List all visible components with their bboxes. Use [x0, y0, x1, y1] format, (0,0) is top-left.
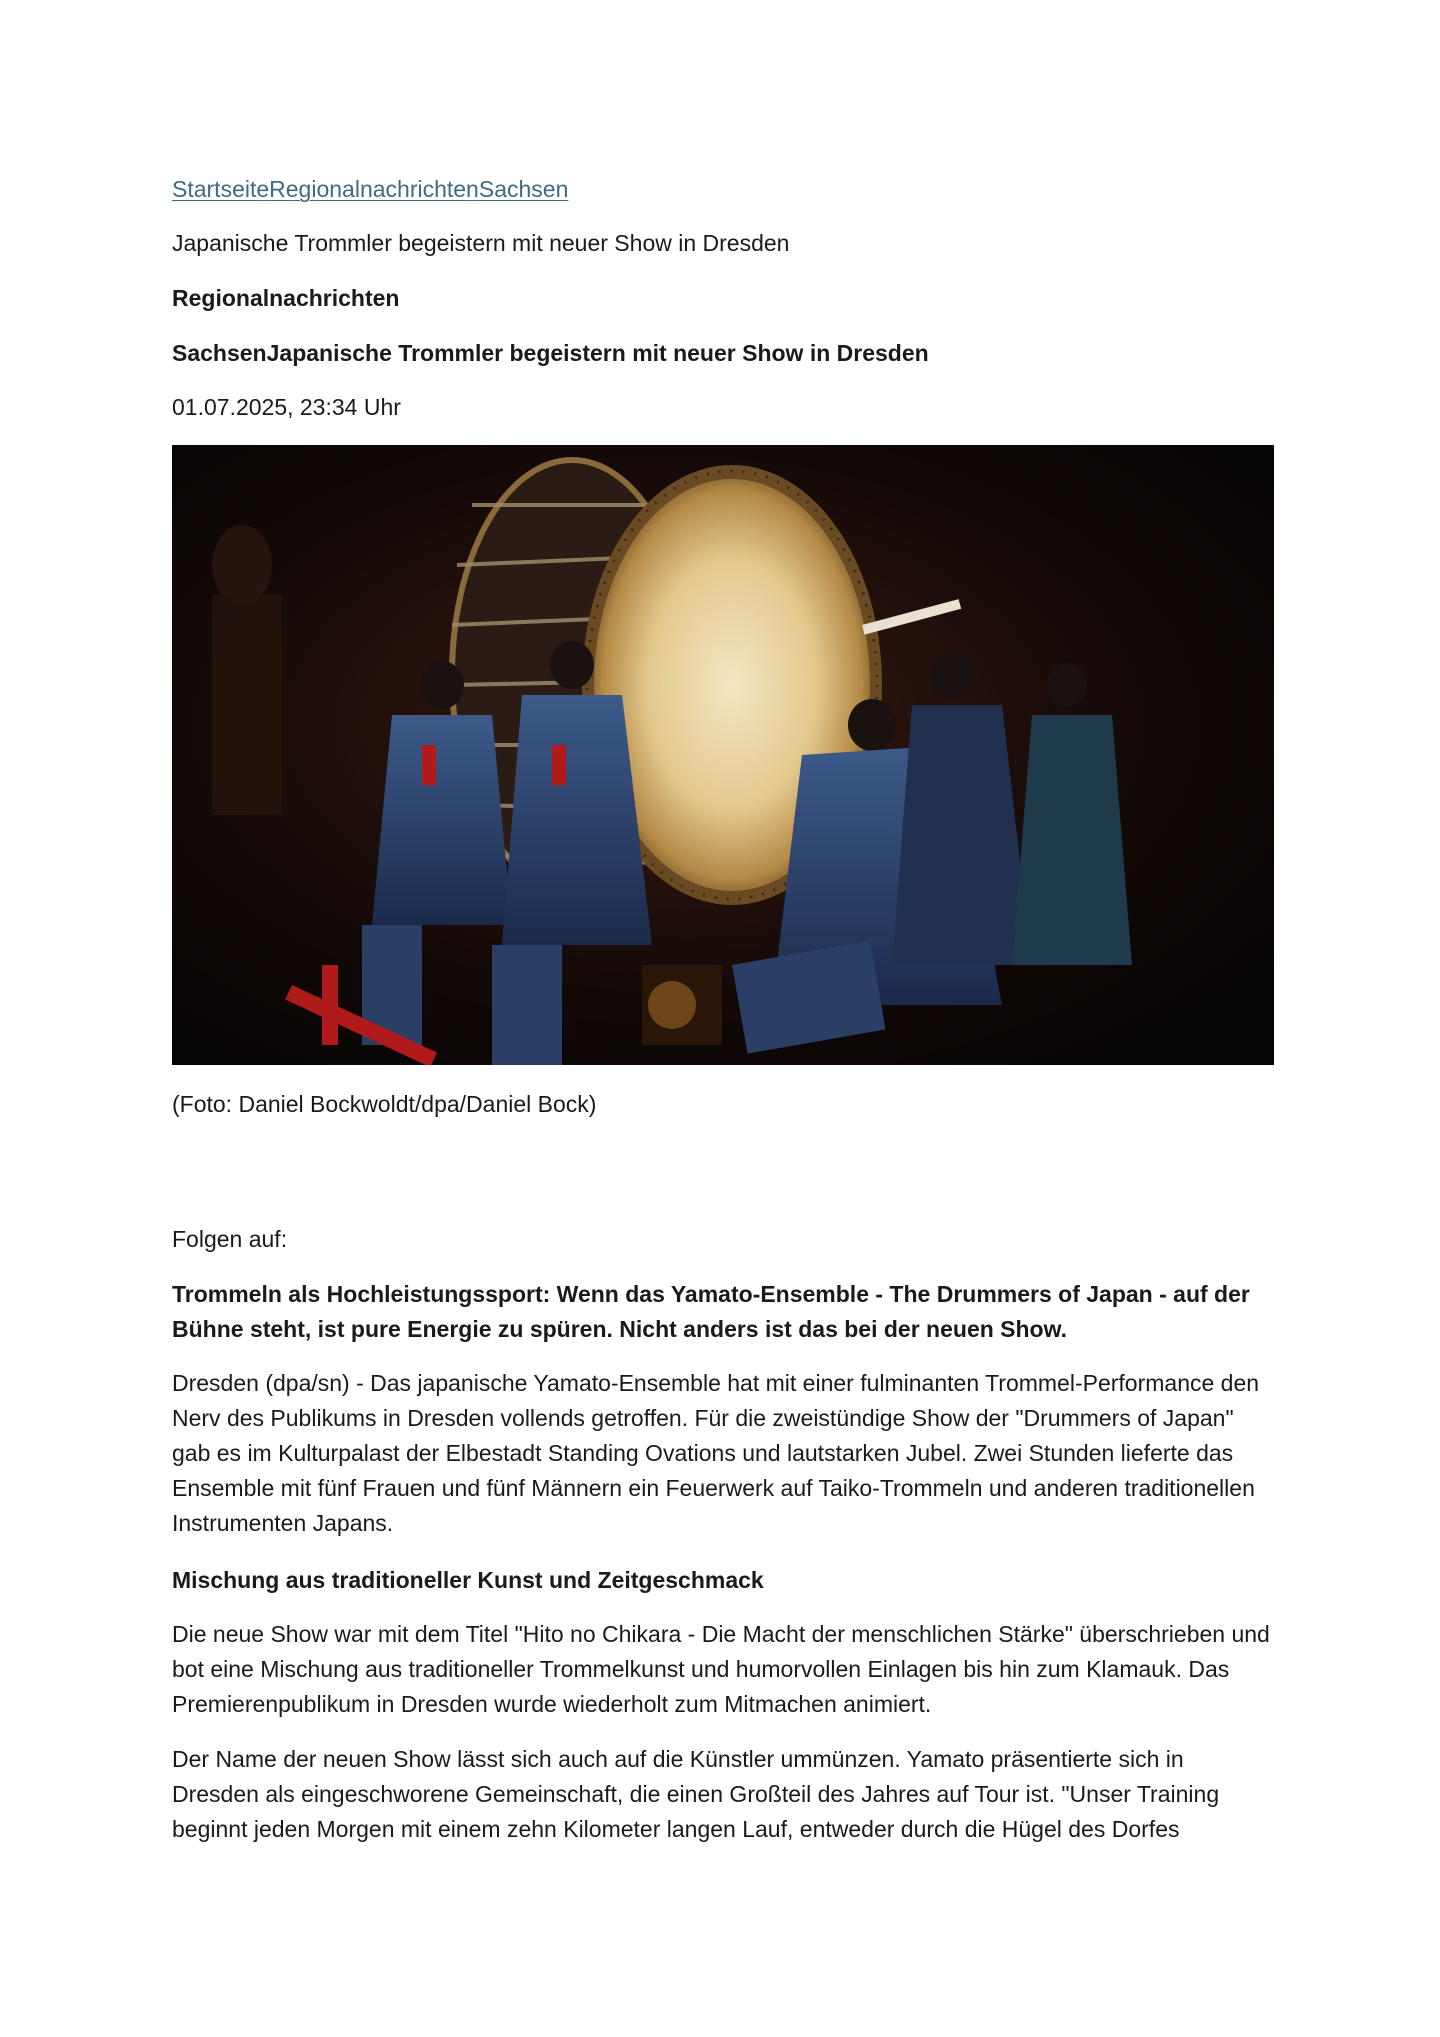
article-date: 01.07.2025, 23:34 Uhr	[172, 394, 401, 420]
photo-caption: (Foto: Daniel Bockwoldt/dpa/Daniel Bock)	[172, 1091, 597, 1117]
article-paragraph-1: Dresden (dpa/sn) - Das japanische Yamato-Ensemble hat mit einer fulminanten Trommel-Performance den Nerv des Publikums in Dresden vollends getroffen. Für die zweistündige Show der "Drummers of Japan" gab es im Kulturpalast der Elbestadt Standing Ovations und lautstarken Jubel. Zwei Stunden lieferte das Ensemble mit fünf Frauen und fünf Männern ein Feuerwerk auf Taiko-Trommeln und anderen traditionellen Instrumenten Japans.	[172, 1370, 1260, 1536]
article-photo	[172, 445, 1274, 1065]
article-paragraph-3: Der Name der neuen Show lässt sich auch auf die Künstler ummünzen. Yamato präsentierte sich in Dresden als eingeschworene Gemeinschaft, die einen Großteil des Jahres auf Tour ist. "Unser Training beginnt jeden Morgen mit einem zehn Kilometer langen Lauf, entweder durch die Hügel des Dorfes	[172, 1746, 1220, 1842]
article-paragraph-2: Die neue Show war mit dem Titel "Hito no Chikara - Die Macht der menschlichen Stärke" überschrieben und bot eine Mischung aus traditioneller Trommelkunst und humorvollen Einlagen bis hin zum Klamauk. Das Premierenpublikum in Dresden wurde wiederholt zum Mitmachen animiert.	[172, 1621, 1270, 1717]
breadcrumb-link-startseite[interactable]: Startseite	[172, 176, 270, 202]
article-lead: Trommeln als Hochleistungssport: Wenn das Yamato-Ensemble - The Drummers of Japan - auf der Bühne steht, ist pure Energie zu spüren. Nicht anders ist das bei der neuen Show.	[172, 1281, 1250, 1342]
section-headline: SachsenJapanische Trommler begeistern mit neuer Show in Dresden	[172, 340, 929, 366]
breadcrumb	[172, 172, 568, 207]
breadcrumb-link-sachsen[interactable]: Sachsen	[478, 176, 569, 202]
article-title-plain: Japanische Trommler begeistern mit neuer Show in Dresden	[172, 230, 790, 256]
section-label: Regionalnachrichten	[172, 285, 400, 311]
article-subheading-1: Mischung aus traditioneller Kunst und Zeitgeschmack	[172, 1567, 764, 1593]
follow-label: Folgen auf:	[172, 1226, 288, 1252]
breadcrumb-link-regionalnachrichten[interactable]: Regionalnachrichten	[269, 176, 479, 202]
